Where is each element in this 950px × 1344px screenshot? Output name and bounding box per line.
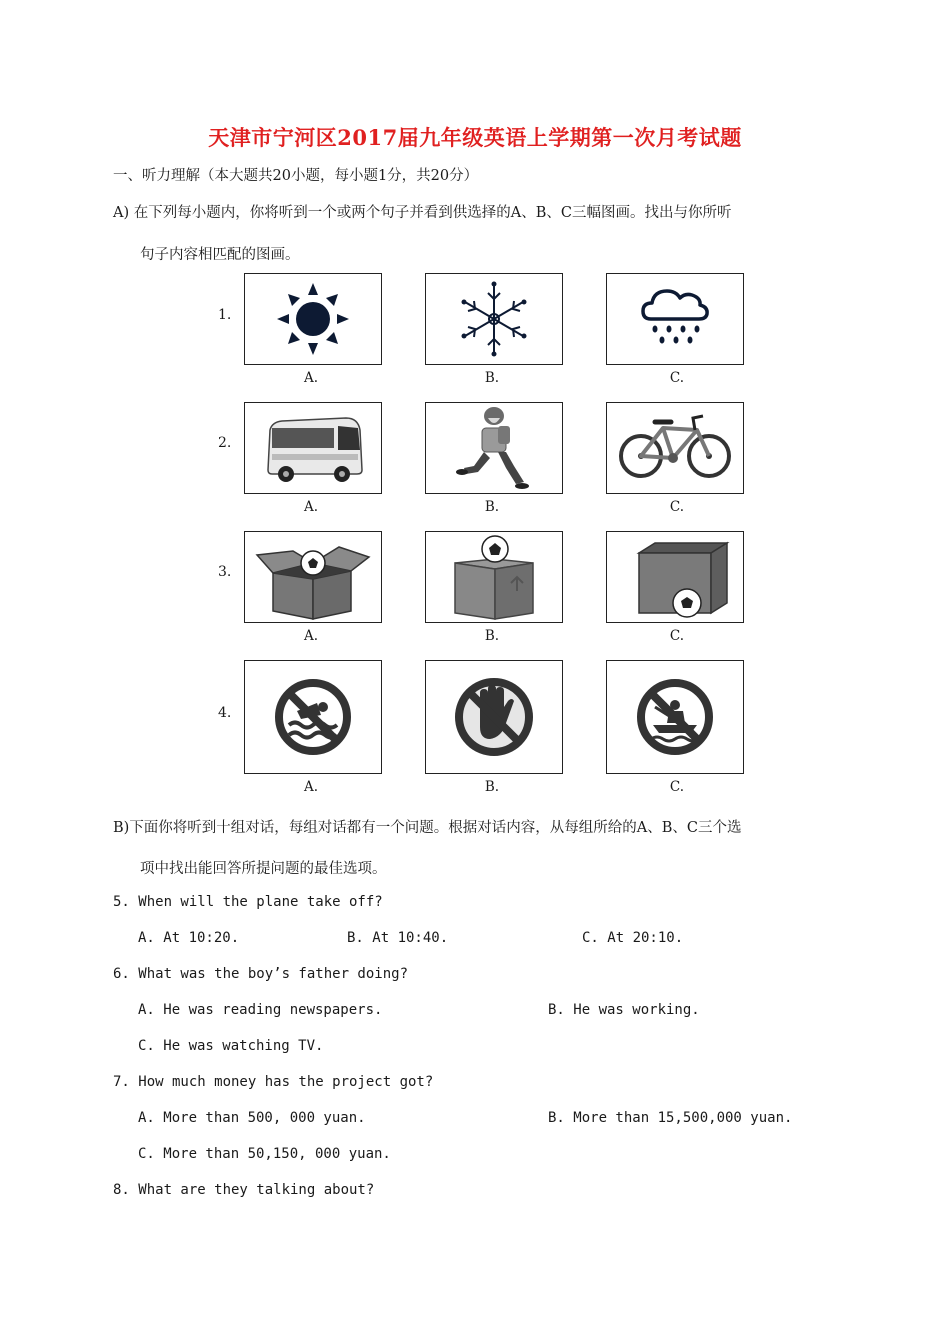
ball-beside-box-icon [615,533,735,621]
question-7-option-b[interactable]: B. More than 15,500,000 yuan. [548,1110,793,1126]
picture-question-number: 1. [218,307,232,323]
part-a-instruction-2: 句子内容相匹配的图画。 [140,247,300,263]
option-label: C. [669,628,685,644]
bicycle-icon [615,406,735,490]
option-label: C. [669,499,685,515]
question-5: 5. When will the plane take off? [113,894,383,910]
no-swimming-icon [268,672,358,762]
running-boy-icon [454,404,534,492]
question-5-option-a[interactable]: A. At 10:20. [138,930,240,946]
question-7: 7. How much money has the project got? [113,1074,434,1090]
option-box-4a[interactable] [244,660,382,774]
option-box-3a[interactable] [244,531,382,623]
option-label: A. [303,779,319,795]
picture-question-number: 4. [218,705,232,721]
option-label: C. [669,779,685,795]
question-6: 6. What was the boy’s father doing? [113,966,409,982]
part-b-instruction-1: B)下面你将听到十组对话，每组对话都有一个问题。根据对话内容，从每组所给的A、B、C三个选 [113,820,742,836]
picture-question-number: 2. [218,435,232,451]
option-label: A. [303,499,319,515]
option-label: B. [484,628,500,644]
question-7-option-c[interactable]: C. More than 50,150, 000 yuan. [138,1146,391,1162]
option-box-3b[interactable] [425,531,563,623]
option-box-2b[interactable] [425,402,563,494]
option-box-4c[interactable] [606,660,744,774]
ball-in-box-icon [251,533,375,621]
option-label: A. [303,370,319,386]
ball-on-box-icon [439,533,549,621]
option-label: B. [484,779,500,795]
bus-icon [258,408,368,488]
question-6-option-c[interactable]: C. He was watching TV. [138,1038,324,1054]
question-5-option-b[interactable]: B. At 10:40. [347,930,449,946]
option-box-4b[interactable] [425,660,563,774]
option-label: B. [484,370,500,386]
question-5-option-c[interactable]: C. At 20:10. [582,930,684,946]
option-box-1c[interactable] [606,273,744,365]
option-box-1a[interactable] [244,273,382,365]
rain-cloud-icon [635,279,715,359]
no-boating-icon [630,672,720,762]
part-b-instruction-2: 项中找出能回答所提问题的最佳选项。 [140,861,387,877]
question-7-option-a[interactable]: A. More than 500, 000 yuan. [138,1110,366,1126]
question-6-option-a[interactable]: A. He was reading newspapers. [138,1002,383,1018]
option-box-3c[interactable] [606,531,744,623]
option-label: A. [303,628,319,644]
option-label: C. [669,370,685,386]
option-label: B. [484,499,500,515]
no-touching-icon [449,672,539,762]
picture-question-number: 3. [218,564,232,580]
section-heading: 一、听力理解（本大题共20小题，每小题1分，共20分） [113,168,479,184]
page-title: 天津市宁河区2017届九年级英语上学期第一次月考试题 [208,125,742,150]
option-box-2c[interactable] [606,402,744,494]
part-a-instruction-1: A) 在下列每小题内，你将听到一个或两个句子并看到供选择的A、B、C三幅图画。找出与你所听 [113,205,732,221]
snowflake-icon [454,279,534,359]
option-box-1b[interactable] [425,273,563,365]
sun-icon [273,279,353,359]
question-8: 8. What are they talking about? [113,1182,375,1198]
question-6-option-b[interactable]: B. He was working. [548,1002,700,1018]
option-box-2a[interactable] [244,402,382,494]
